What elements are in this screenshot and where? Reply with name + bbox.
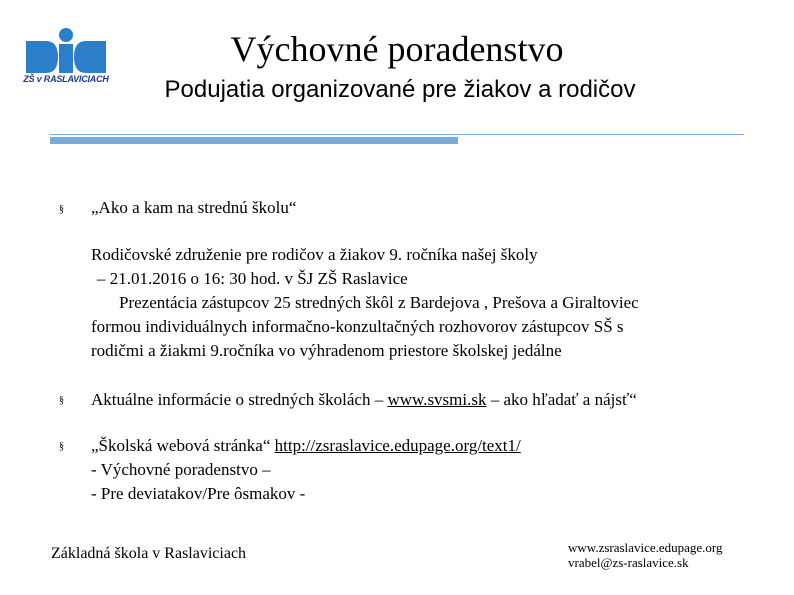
footer-website: www.zsraslavice.edupage.org: [568, 540, 723, 555]
sub-item: - Pre deviatakov/Pre ôsmakov -: [91, 484, 306, 503]
detail-line: formou individuálnych informačno-konzultačných rozhovorov zástupcov SŠ s: [91, 317, 624, 336]
event-details: [91, 243, 751, 363]
list-item-2: [91, 388, 637, 412]
divider-thin: [50, 134, 744, 135]
detail-line: Rodičovské združenie pre rodičov a žiakov 9. ročníka našej školy: [91, 245, 538, 264]
detail-line: Prezentácia zástupcov 25 stredných škôl z Bardejova , Prešova a Giraltoviec: [119, 293, 639, 312]
item-text: – ako hľadať a nájsť“: [486, 390, 637, 409]
list-item-1: „Ako a kam na strednú školu“: [91, 198, 297, 217]
detail-line: – 21.01.2016 o 16: 30 hod. v ŠJ ZŠ Raslavice: [97, 269, 408, 288]
footer-school-name: Základná škola v Raslaviciach: [51, 545, 247, 562]
page-subtitle: Podujatia organizované pre žiakov a rodičov: [164, 76, 636, 103]
divider-thick: [50, 137, 458, 144]
logo-text: ZŠ v RASLAVICIACH: [23, 74, 109, 84]
item-text: Aktuálne informácie o stredných školách –: [91, 390, 388, 409]
school-website-link[interactable]: http://zsraslavice.edupage.org/text1/: [274, 436, 521, 455]
footer-contact: [568, 540, 723, 570]
detail-line: rodičmi a žiakmi 9.ročníka vo výhradenom priestore školskej jedálne: [91, 341, 562, 360]
footer-email: vrabel@zs-raslavice.sk: [568, 555, 689, 570]
svsmi-link[interactable]: www.svsmi.sk: [387, 390, 487, 409]
bullet-icon: §: [59, 204, 64, 215]
sub-item: - Výchovné poradenstvo –: [91, 460, 271, 479]
bullet-icon: §: [59, 441, 64, 452]
page-title: Výchovné poradenstvo: [230, 29, 564, 69]
list-item-3: [91, 434, 521, 458]
bullet-icon: §: [59, 395, 64, 406]
item-text: „Školská webová stránka“: [91, 436, 275, 455]
